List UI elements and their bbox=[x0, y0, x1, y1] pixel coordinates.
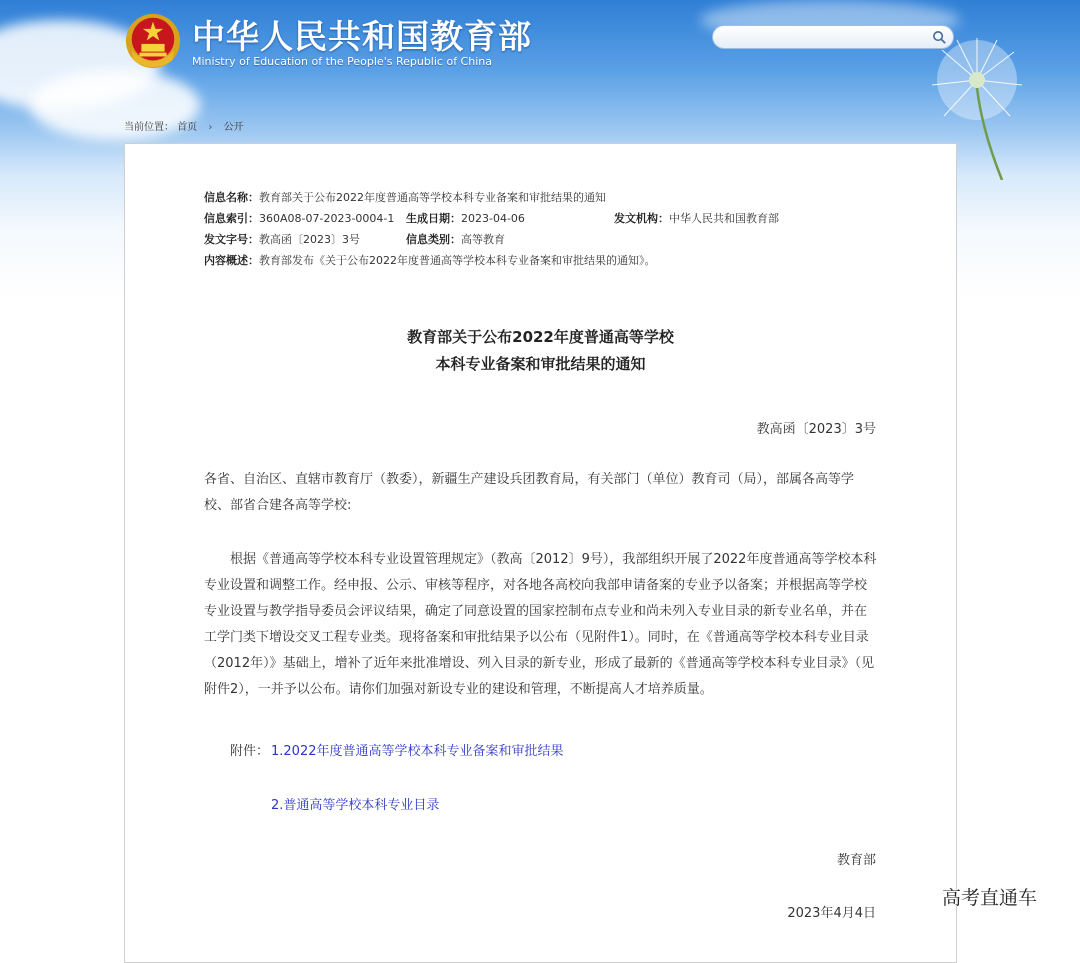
info-org-value: 中华人民共和国教育部 bbox=[669, 212, 779, 225]
info-date-label: 生成日期： bbox=[406, 212, 461, 225]
info-category-label: 信息类别： bbox=[406, 233, 461, 246]
attachment-link-1[interactable]: 1.2022年度普通高等学校本科专业备案和审批结果 bbox=[271, 744, 564, 759]
site-title: 中华人民共和国教育部 bbox=[192, 17, 532, 56]
site-subtitle: Ministry of Education of the People's Republic of China bbox=[192, 55, 492, 68]
info-name-value: 教育部关于公布2022年度普通高等学校本科专业备案和审批结果的通知 bbox=[259, 191, 606, 204]
attachments-label: 附件： bbox=[230, 744, 270, 759]
info-date-row bbox=[406, 210, 525, 226]
document-title-line2: 本科专业备案和审批结果的通知 bbox=[435, 355, 646, 373]
breadcrumb-separator-icon: › bbox=[208, 122, 213, 133]
info-docno-row bbox=[204, 231, 360, 247]
breadcrumb bbox=[124, 118, 244, 133]
attachment-link-2[interactable]: 2.普通高等学校本科专业目录 bbox=[271, 798, 440, 813]
info-category-value: 高等教育 bbox=[461, 233, 505, 246]
info-date-value: 2023-04-06 bbox=[461, 212, 525, 225]
info-name-label: 信息名称： bbox=[204, 191, 259, 204]
info-index-row bbox=[204, 210, 394, 226]
document-salutation: 各省、自治区、直辖市教育厅（教委），新疆生产建设兵团教育局，有关部门（单位）教育司（局），部属各高等学校、部省合建各高等学校: bbox=[204, 472, 855, 513]
info-name-row bbox=[204, 189, 606, 205]
search-input[interactable] bbox=[723, 29, 927, 47]
info-docno-label: 发文字号： bbox=[204, 233, 259, 246]
document-title-line1: 教育部关于公布2022年度普通高等学校 bbox=[407, 328, 674, 346]
document-signature: 教育部 bbox=[836, 853, 876, 868]
breadcrumb-prefix: 当前位置： bbox=[124, 122, 174, 133]
search-box[interactable] bbox=[712, 25, 954, 49]
info-org-label: 发文机构： bbox=[614, 212, 669, 225]
info-docno-value: 教高函〔2023〕3号 bbox=[259, 233, 360, 246]
info-index-label: 信息索引： bbox=[204, 212, 259, 225]
info-category-row bbox=[406, 231, 505, 247]
document-sign-date: 2023年4月4日 bbox=[787, 906, 876, 921]
document-body: 根据《普通高等学校本科专业设置管理规定》（教高〔2012〕9号），我部组织开展了2022年度普通高等学校本科专业设置和调整工作。经申报、公示、审核等程序，对各地各高校向我部申请备案的专业予以备案；并根据高等学校专业设置与教学指导委员会评议结果，确定了同意设置的国家控制布点专业和尚未列入专业目录的新专业名单，并在工学门类下增设交叉工程专业类。现将备案和审批结果予以公布（见附件1）。同时，在《普通高等学校本科专业目录（2012年）》基础上，增补了近年来批准增设、列入目录的新专业，形成了最新的《普通高等学校本科专业目录》（见附件2），一并予以公布。请你们加强对新设专业的建设和管理，不断提高人才培养质量。 bbox=[204, 552, 877, 697]
watermark-text: 高考直通车 bbox=[942, 887, 1038, 909]
info-index-value: 360A08-07-2023-0004-1 bbox=[259, 212, 395, 225]
info-summary-value: 教育部发布《关于公布2022年度普通高等学校本科专业备案和审批结果的通知》。 bbox=[259, 254, 656, 267]
info-summary-label: 内容概述： bbox=[204, 254, 259, 267]
national-emblem-icon bbox=[124, 12, 182, 70]
breadcrumb-open-link[interactable]: 公开 bbox=[223, 122, 244, 133]
breadcrumb-home-link[interactable]: 首页 bbox=[177, 122, 198, 133]
info-summary-row bbox=[204, 252, 656, 268]
info-org-row bbox=[614, 210, 779, 226]
document-number: 教高函〔2023〕3号 bbox=[756, 422, 876, 437]
